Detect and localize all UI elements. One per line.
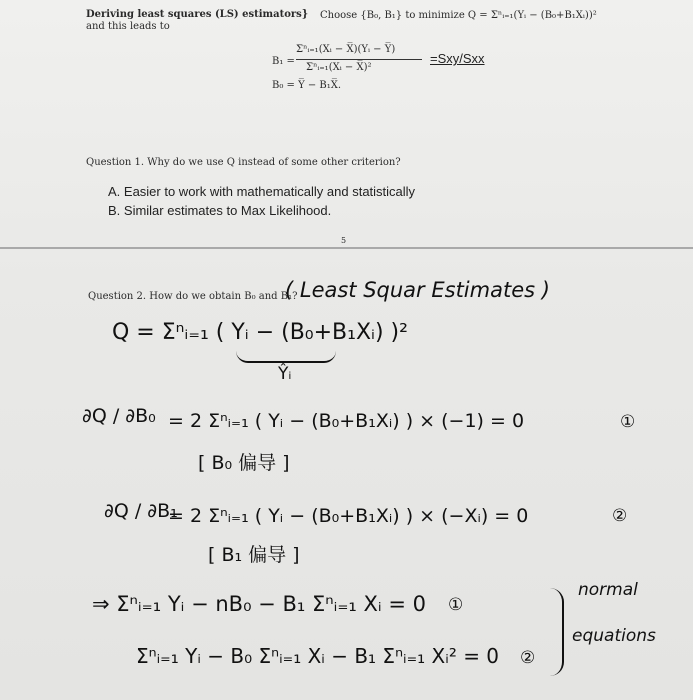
hw-mark-2: ②: [612, 506, 628, 526]
hw-dq-db1-rhs: = 2 Σⁿᵢ₌₁ ( Yᵢ − (B₀+B₁Xᵢ) ) × (−Xᵢ) = 0: [168, 505, 529, 527]
b1-numerator: Σⁿᵢ₌₁(Xᵢ − X̅)(Yᵢ − Y̅): [296, 44, 396, 55]
hw-dq-db0-rhs: = 2 Σⁿᵢ₌₁ ( Yᵢ − (B₀+B₁Xᵢ) ) × (−1) = 0: [168, 410, 525, 432]
hw-b1-note: [ B₁ 偏导 ]: [208, 544, 300, 566]
answer-a: A. Easier to work with mathematically and statistically: [108, 184, 416, 199]
hw-normal-eq-1: ⇒ Σⁿᵢ₌₁ Yᵢ − nB₀ − B₁ Σⁿᵢ₌₁ Xᵢ = 0: [92, 592, 426, 616]
underbrace: [236, 351, 336, 363]
b1-label: B₁ =: [272, 56, 295, 67]
answer-b: B. Similar estimates to Max Likelihood.: [108, 203, 332, 218]
hw-b0-note: [ B₀ 偏导 ]: [198, 452, 290, 474]
hw-eq-mark-1: ①: [448, 595, 464, 615]
hw-dq-db1: ∂Q / ∂B₁: [104, 500, 178, 522]
fraction-bar: [296, 59, 422, 60]
hw-dq-db0: ∂Q / ∂B₀: [82, 405, 156, 427]
b1-denominator: Σⁿᵢ₌₁(Xᵢ − X̅)²: [306, 62, 372, 73]
hw-mark-1: ①: [620, 412, 636, 432]
page-number: 5: [341, 236, 347, 245]
section-subtitle: and this leads to: [86, 21, 170, 32]
b0-formula: B₀ = Y̅ − B₁X̅.: [272, 80, 342, 91]
lecture-page-top: [0, 0, 693, 248]
hw-normal-eq-2: Σⁿᵢ₌₁ Yᵢ − B₀ Σⁿᵢ₌₁ Xᵢ − B₁ Σⁿᵢ₌₁ Xᵢ² = 0: [136, 644, 500, 668]
question-2: Question 2. How do we obtain B₀ and B₁?: [88, 291, 298, 302]
hw-eq-mark-2: ②: [520, 648, 536, 668]
handwritten-note-lse: ( Least Squar Estimates ): [285, 278, 550, 302]
brace: [548, 588, 564, 676]
sxy-over-sxx: =Sxy/Sxx: [430, 51, 485, 66]
hw-normal: normal: [578, 580, 638, 600]
hw-equations: equations: [572, 626, 656, 646]
section-title: Deriving least squares (LS) estimators}: [86, 9, 309, 20]
hw-q-definition: Q = Σⁿᵢ₌₁ ( Yᵢ − (B₀+B₁Xᵢ) )²: [112, 320, 408, 345]
question-1: Question 1. Why do we use Q instead of some other criterion?: [86, 157, 401, 168]
hw-yhat: Ŷᵢ: [278, 364, 292, 384]
objective-statement: Choose {B₀, B₁} to minimize Q = Σⁿᵢ₌₁(Yᵢ − (B₀+B₁Xᵢ))²: [320, 10, 597, 21]
lecture-page-bottom: [0, 248, 693, 700]
